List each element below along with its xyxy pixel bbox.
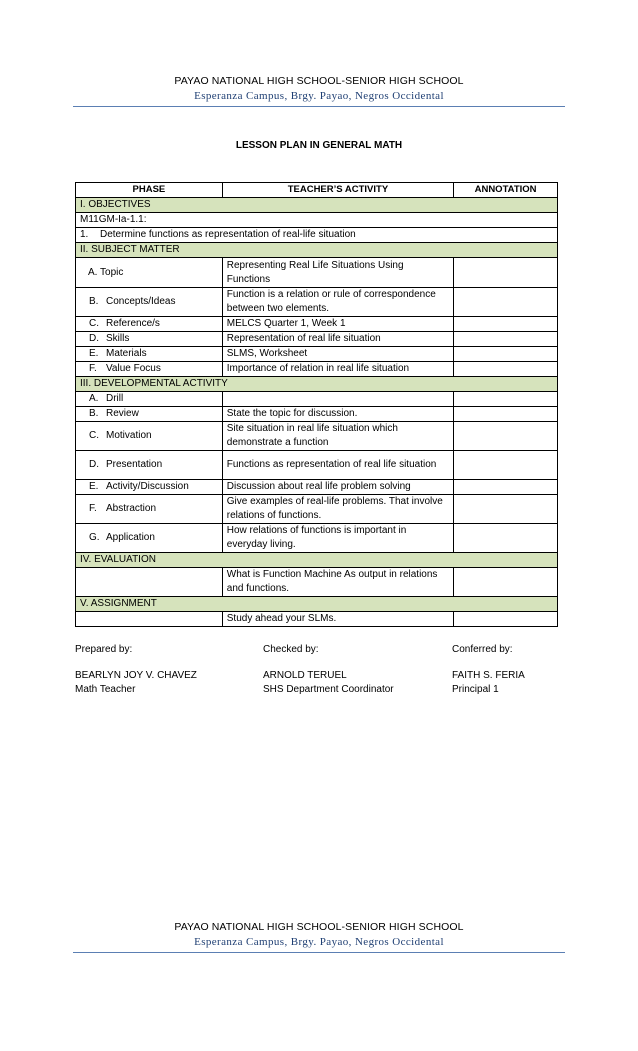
- phase-cell: [76, 480, 223, 495]
- section-heading: I. OBJECTIVES: [76, 198, 558, 213]
- phase-number: C.: [89, 430, 99, 441]
- annotation-cell: [454, 288, 558, 317]
- activity-cell: SLMS, Worksheet: [222, 347, 453, 362]
- table-row: [76, 480, 558, 495]
- phase-label: Activity/Discussion: [106, 481, 189, 492]
- footer-rule: [73, 952, 565, 953]
- signatory-role: Math Teacher: [75, 684, 136, 695]
- annotation-cell: [454, 317, 558, 332]
- section-row-evaluation: [76, 553, 558, 568]
- lesson-plan-table: [75, 182, 558, 627]
- phase-cell: [76, 317, 223, 332]
- phase-label: Abstraction: [106, 503, 157, 514]
- phase-number: B.: [89, 408, 99, 419]
- phase-cell: [76, 451, 223, 480]
- table-row: [76, 451, 558, 480]
- annotation-cell: [454, 612, 558, 627]
- phase-number: D.: [89, 459, 99, 470]
- table-row: [76, 612, 558, 627]
- phase-number: F.: [89, 363, 97, 374]
- phase-number: G.: [89, 532, 100, 543]
- signatory-name: BEARLYN JOY V. CHAVEZ: [75, 670, 197, 681]
- activity-cell: Site situation in real life situation which demonstrate a function: [222, 422, 453, 451]
- phase-label: Materials: [106, 348, 147, 359]
- table-row: [76, 288, 558, 317]
- phase-number: C.: [89, 318, 99, 329]
- section-row-assignment: [76, 597, 558, 612]
- column-header-annotation: ANNOTATION: [454, 183, 558, 198]
- table-row: [76, 258, 558, 288]
- signatory-name: ARNOLD TERUEL: [263, 670, 347, 681]
- section-heading: III. DEVELOPMENTAL ACTIVITY: [76, 377, 558, 392]
- annotation-cell: [454, 524, 558, 553]
- annotation-cell: [454, 392, 558, 407]
- phase-label: Review: [106, 408, 139, 419]
- phase-cell: [76, 407, 223, 422]
- activity-cell: Study ahead your SLMs.: [222, 612, 453, 627]
- objective-text: Determine functions as representation of real-life situation: [100, 229, 356, 240]
- conferred-by-label: Conferred by:: [452, 644, 513, 655]
- prepared-by-label: Prepared by:: [75, 644, 133, 655]
- table-row: [76, 392, 558, 407]
- phase-number: E.: [89, 481, 99, 492]
- phase-label: Skills: [106, 333, 130, 344]
- footer-campus-address: Esperanza Campus, Brgy. Payao, Negros Occidental: [194, 936, 444, 948]
- activity-cell: Functions as representation of real life situation: [222, 451, 453, 480]
- annotation-cell: [454, 362, 558, 377]
- section-row-subject-matter: [76, 243, 558, 258]
- objective-code: M11GM-Ia-1.1:: [76, 213, 558, 228]
- phase-cell: [76, 524, 223, 553]
- phase-number: F.: [89, 503, 97, 514]
- footer-school-name: PAYAO NATIONAL HIGH SCHOOL-SENIOR HIGH SCHOOL: [174, 921, 464, 933]
- activity-cell: Discussion about real life problem solving: [222, 480, 453, 495]
- objective-number: 1.: [80, 229, 89, 240]
- table-row: [76, 568, 558, 597]
- campus-address: Esperanza Campus, Brgy. Payao, Negros Occidental: [194, 90, 444, 102]
- signatory-role: SHS Department Coordinator: [263, 684, 394, 695]
- phase-cell: [76, 362, 223, 377]
- section-row-objectives: [76, 198, 558, 213]
- signatory-role: Principal 1: [452, 684, 499, 695]
- section-heading: IV. EVALUATION: [76, 553, 558, 568]
- table-row: [76, 228, 558, 243]
- table-row: [76, 213, 558, 228]
- phase-cell: [76, 332, 223, 347]
- phase-number: D.: [89, 333, 99, 344]
- conferred-by-block: [452, 669, 525, 697]
- phase-cell: [76, 422, 223, 451]
- phase-number: B.: [89, 296, 99, 307]
- annotation-cell: [454, 495, 558, 524]
- table-row: [76, 332, 558, 347]
- table-row: [76, 407, 558, 422]
- table-row: [76, 362, 558, 377]
- page-footer: [0, 921, 638, 948]
- phase-number: E.: [89, 348, 99, 359]
- annotation-cell: [454, 422, 558, 451]
- activity-cell: Function is a relation or rule of correspondence between two elements.: [222, 288, 453, 317]
- page-header-top: [0, 75, 638, 102]
- activity-cell: [222, 392, 453, 407]
- phase-label: Concepts/Ideas: [106, 296, 176, 307]
- section-row-developmental: [76, 377, 558, 392]
- phase-label: Drill: [106, 393, 124, 404]
- phase-cell: [76, 612, 223, 627]
- annotation-cell: [454, 332, 558, 347]
- section-heading: V. ASSIGNMENT: [76, 597, 558, 612]
- header-rule: [73, 106, 565, 107]
- prepared-by-block: [75, 669, 197, 697]
- objective-item: [76, 228, 558, 243]
- activity-cell: Importance of relation in real life situation: [222, 362, 453, 377]
- phase-label: Reference/s: [106, 318, 160, 329]
- column-header-phase: PHASE: [76, 183, 223, 198]
- table-row: [76, 422, 558, 451]
- table-header-row: [76, 183, 558, 198]
- phase-cell: A. Topic: [76, 258, 223, 288]
- table-row: [76, 347, 558, 362]
- table-row: [76, 317, 558, 332]
- phase-cell: [76, 495, 223, 524]
- school-name: PAYAO NATIONAL HIGH SCHOOL-SENIOR HIGH SCHOOL: [174, 75, 464, 87]
- phase-cell: [76, 392, 223, 407]
- annotation-cell: [454, 258, 558, 288]
- phase-label: Application: [106, 532, 155, 543]
- annotation-cell: [454, 568, 558, 597]
- phase-cell: [76, 347, 223, 362]
- annotation-cell: [454, 407, 558, 422]
- phase-number: A.: [89, 393, 99, 404]
- activity-cell: Give examples of real-life problems. That involve relations of functions.: [222, 495, 453, 524]
- signatory-name: FAITH S. FERIA: [452, 670, 525, 681]
- annotation-cell: [454, 480, 558, 495]
- checked-by-label: Checked by:: [263, 644, 319, 655]
- phase-label: Motivation: [106, 430, 152, 441]
- annotation-cell: [454, 451, 558, 480]
- activity-cell: How relations of functions is important in everyday living.: [222, 524, 453, 553]
- column-header-activity: TEACHER’S ACTIVITY: [222, 183, 453, 198]
- phase-label: Presentation: [106, 459, 163, 470]
- activity-cell: MELCS Quarter 1, Week 1: [222, 317, 453, 332]
- activity-cell: State the topic for discussion.: [222, 407, 453, 422]
- table-row: [76, 495, 558, 524]
- activity-cell: Representation of real life situation: [222, 332, 453, 347]
- section-heading: II. SUBJECT MATTER: [76, 243, 558, 258]
- phase-label: Value Focus: [106, 363, 161, 374]
- table-row: [76, 524, 558, 553]
- checked-by-block: [263, 669, 394, 697]
- page-title: LESSON PLAN IN GENERAL MATH: [235, 140, 403, 151]
- phase-cell: [76, 288, 223, 317]
- annotation-cell: [454, 347, 558, 362]
- activity-cell: Representing Real Life Situations Using Functions: [222, 258, 453, 288]
- activity-cell: What is Function Machine As output in relations and functions.: [222, 568, 453, 597]
- phase-cell: [76, 568, 223, 597]
